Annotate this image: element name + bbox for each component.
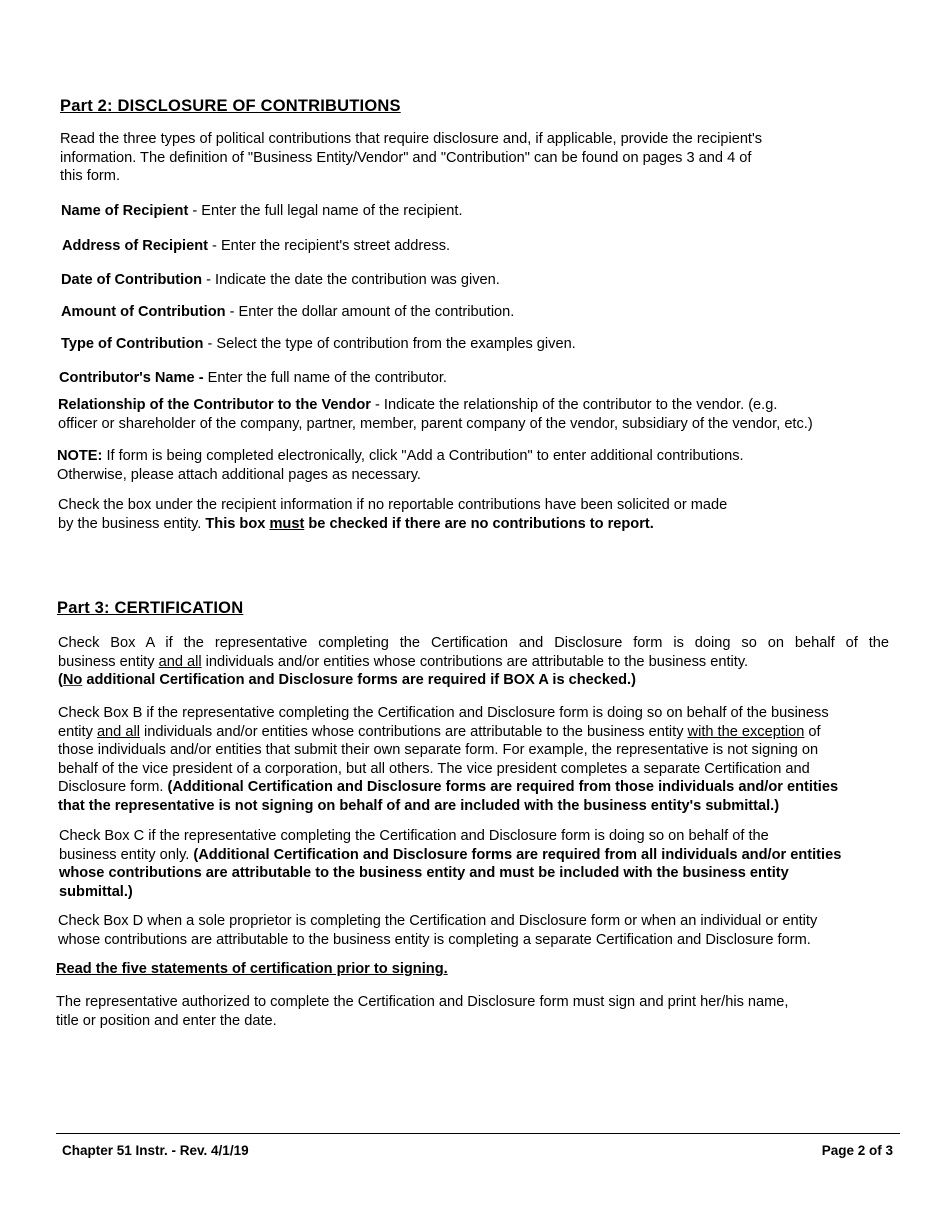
box-b-bold: that the representative is not signing on behalf of and are included with the business entity's submittal.): [58, 797, 780, 814]
field-date-of-contribution: [61, 271, 500, 290]
part2-intro-line: this form.: [60, 168, 121, 184]
box-d-line: whose contributions are attributable to the business entity is completing a separate Certification and Disclosure form.: [58, 931, 811, 948]
box-b-underline: and all: [96, 723, 140, 740]
box-c-line: business entity only.: [59, 846, 194, 863]
footer-divider: [56, 1133, 900, 1134]
signature-line: title or position and enter the date.: [56, 1012, 277, 1029]
box-d-instruction: [58, 912, 817, 949]
box-b-line: individuals and/or entities whose contributions are attributable to the business entity: [139, 723, 688, 740]
box-b-line: those individuals and/or entities that submit their own separate form. For example, the representative is not signing on: [58, 742, 819, 758]
box-a-line: business entity: [58, 653, 159, 670]
field-desc: - Enter the recipient's street address.: [207, 238, 451, 254]
box-a-instruction: [58, 634, 889, 690]
signature-instruction: [56, 993, 788, 1030]
field-term: Date of Contribution: [61, 272, 203, 288]
checkbox-instruction-line: by the business entity.: [58, 515, 206, 532]
part2-heading: Part 2: DISCLOSURE OF CONTRIBUTIONS: [60, 97, 401, 115]
read-statements-text: Read the five statements of certification prior to signing.: [56, 961, 448, 977]
checkbox-emphasis: be checked if there are no contributions to report.: [304, 515, 654, 532]
field-term: Amount of Contribution: [61, 304, 226, 320]
box-b-line: entity: [58, 723, 97, 740]
box-b-bold: (Additional Certification and Disclosure forms are required from those individuals and/or entities: [167, 779, 839, 795]
field-name-of-recipient: [61, 202, 463, 221]
box-b-line: of: [804, 723, 821, 740]
field-desc: Enter the full name of the contributor.: [203, 370, 447, 386]
part3-heading: Part 3: CERTIFICATION: [57, 599, 244, 617]
box-a-bold: additional Certification and Disclosure forms are required if BOX A is checked.): [82, 672, 636, 688]
checkbox-emphasis: This box: [205, 515, 270, 532]
field-term: Relationship of the Contributor to the Vendor: [58, 397, 371, 413]
field-type-of-contribution: [61, 335, 576, 354]
box-a-underline: and all: [158, 653, 202, 670]
field-term: Address of Recipient: [62, 238, 208, 254]
field-desc-cont: officer or shareholder of the company, partner, member, parent company of the vendor, subsidiary of the vendor, etc.): [58, 415, 813, 432]
note-text: If form is being completed electronically, click "Add a Contribution" to enter additional contributions.: [102, 448, 744, 464]
box-a-no: No: [62, 672, 83, 688]
field-desc: - Indicate the date the contribution was given.: [202, 272, 500, 288]
field-desc: - Select the type of contribution from the examples given.: [203, 336, 576, 352]
box-c-bold: (Additional Certification and Disclosure forms are required from all individuals and/or entities: [193, 846, 842, 863]
field-relationship: [58, 396, 813, 433]
box-c-bold: whose contributions are attributable to the business entity and must be included with the business entity: [59, 865, 789, 881]
field-address-of-recipient: [62, 237, 450, 256]
box-c-bold: submittal.): [59, 883, 133, 900]
checkbox-instruction: [58, 496, 727, 533]
field-term: Name of Recipient: [61, 203, 189, 219]
field-desc: - Enter the dollar amount of the contribution.: [225, 304, 515, 320]
part2-intro-line: information. The definition of "Business Entity/Vendor" and "Contribution" can be found on pages 3 and 4 of: [60, 149, 752, 166]
checkbox-instruction-line: Check the box under the recipient information if no reportable contributions have been solicited or made: [58, 497, 728, 513]
field-amount-of-contribution: [61, 303, 514, 322]
field-contributors-name: [59, 369, 447, 388]
box-b-underline: with the exception: [687, 723, 805, 740]
footer-page-number: Page 2 of 3: [821, 1143, 893, 1158]
note-label: NOTE:: [57, 448, 103, 464]
box-b-instruction: [58, 704, 898, 815]
field-term: Type of Contribution: [61, 336, 204, 352]
box-b-line: Disclosure form.: [58, 779, 168, 795]
signature-line: The representative authorized to complete the Certification and Disclosure form must sign and print her/his name,: [56, 994, 789, 1010]
box-a-line: Check Box A if the representative completing the Certification and Disclosure form is doing so on behalf of the: [58, 635, 889, 651]
read-statements-instruction: [56, 960, 448, 979]
box-c-instruction: [59, 827, 899, 901]
box-a-bold: (: [58, 672, 63, 688]
box-c-line: Check Box C if the representative completing the Certification and Disclosure form is doing so on behalf of the: [59, 828, 769, 844]
note-text-cont: Otherwise, please attach additional pages as necessary.: [57, 466, 421, 483]
field-term: Contributor's Name -: [59, 370, 204, 386]
box-b-line: Check Box B if the representative completing the Certification and Disclosure form is doing so on behalf of the business: [58, 705, 829, 721]
box-d-line: Check Box D when a sole proprietor is completing the Certification and Disclosure form or when an individual or entity: [58, 913, 818, 929]
part2-intro: [60, 130, 762, 186]
footer-revision: Chapter 51 Instr. - Rev. 4/1/19: [62, 1143, 249, 1158]
box-a-line: individuals and/or entities whose contributions are attributable to the business entity.: [201, 653, 749, 670]
note-block: [57, 447, 744, 484]
field-desc: - Enter the full legal name of the recipient.: [188, 203, 463, 219]
field-desc: - Indicate the relationship of the contributor to the vendor. (e.g.: [370, 397, 778, 413]
part2-intro-line: Read the three types of political contributions that require disclosure and, if applicable, provide the recipient's: [60, 131, 763, 147]
checkbox-emphasis-must: must: [269, 515, 305, 532]
box-b-line: behalf of the vice president of a corporation, but all others. The vice president completes a separate Certification and: [58, 760, 810, 777]
